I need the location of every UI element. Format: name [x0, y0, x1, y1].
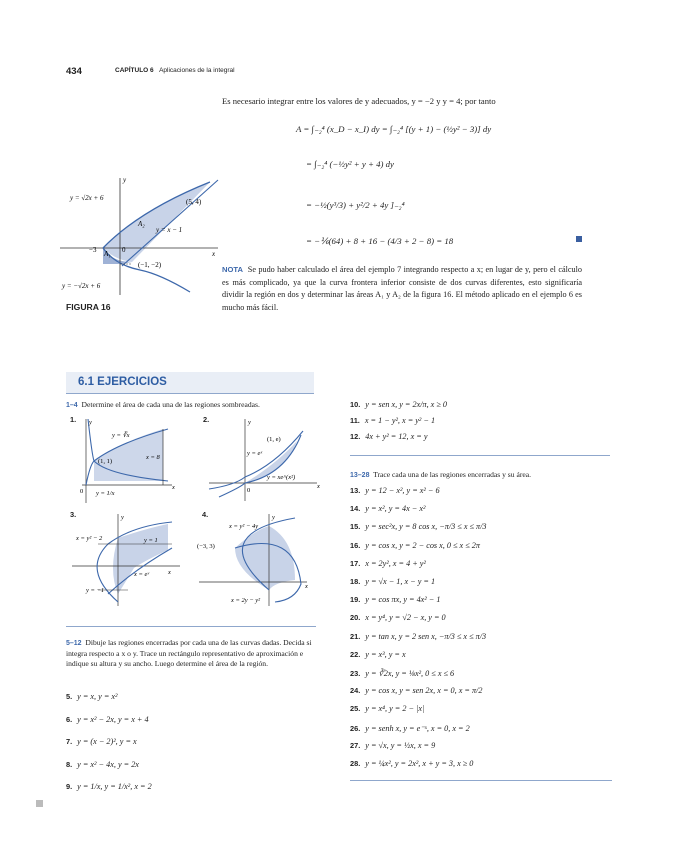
exercise-number: 13. — [350, 486, 361, 495]
graph2-label-y: y — [248, 419, 251, 426]
exercise-graph-1 — [68, 415, 188, 505]
exercise-number: 17. — [350, 558, 361, 568]
exercise-text: y = sen x, y = 2x/π, x ≥ 0 — [365, 400, 447, 409]
exercise-item — [350, 613, 446, 622]
exercise-number: 25. — [350, 704, 361, 714]
equation-4: = −⅙(64) + 8 + 16 − (4/3 + 2 − 8) = 18 — [306, 236, 454, 246]
chapter-title: Aplicaciones de la integral — [159, 67, 235, 74]
exercise-graph-2 — [205, 415, 325, 505]
exercise-item — [350, 522, 487, 531]
chapter-header — [115, 67, 235, 74]
exercise-number: 10. — [350, 400, 361, 409]
figure16-label-lower: y = −√2x + 6 — [62, 282, 101, 290]
exercise-number: 15. — [350, 522, 361, 532]
equation-2: = ∫₋₂⁴ (−½y² + y + 4) dy — [306, 159, 394, 169]
exercise-text: y = √x − 1, x − y = 1 — [365, 577, 436, 586]
exercise-item — [350, 432, 428, 441]
exercise-item — [66, 737, 137, 746]
graph3-label-parabola: x = y² − 2 — [76, 535, 103, 542]
exercise-item — [350, 704, 424, 713]
graph2-label-zero: 0 — [247, 487, 251, 494]
exercise-item — [66, 760, 139, 769]
figure16-label-a2: A₂ — [138, 220, 145, 228]
graph4-label-y: y — [272, 514, 275, 521]
exercise-text: x = 1 − y², x = y² − 1 — [364, 416, 436, 425]
exercise-text: x = y⁴, y = √2 − x, y = 0 — [365, 613, 446, 623]
figure16-label-neg3: −3 — [89, 246, 97, 254]
exercise-item — [350, 416, 435, 425]
exercise-number: 27. — [350, 740, 361, 750]
exercise-item — [350, 741, 435, 750]
exercise-item — [350, 686, 482, 695]
graph1-label-y: y — [89, 419, 92, 426]
exercise-text: y = x², y = 4x − x² — [365, 504, 426, 514]
exercise-number: 11. — [350, 416, 360, 425]
graph3-number: 3. — [70, 510, 77, 519]
exercise-text: y = tan x, y = 2 sen x, −π/3 ≤ x ≤ π/3 — [365, 631, 487, 641]
graph4-number: 4. — [202, 510, 209, 519]
end-of-solution-marker — [576, 236, 582, 242]
instructions-13-28 — [350, 470, 612, 481]
divider-right-bottom — [350, 780, 612, 781]
exercise-number: 8. — [66, 759, 73, 769]
instructions-5-12 — [66, 638, 314, 670]
exercise-number: 7. — [66, 737, 73, 746]
exercise-text: y = 1/x, y = 1/x², x = 2 — [77, 782, 152, 791]
exercise-number: 14. — [350, 504, 361, 514]
exercise-number: 28. — [350, 759, 361, 768]
exercise-item — [66, 692, 118, 701]
nota-label: NOTA — [222, 265, 243, 274]
graph4-label-2ymy2: x = 2y − y² — [231, 597, 261, 604]
exercise-number: 19. — [350, 595, 361, 605]
exercise-text: y = cos x, y = sen 2x, x = 0, x = π/2 — [365, 686, 483, 696]
exercise-item — [350, 595, 440, 604]
exercise-number: 12. — [350, 432, 361, 441]
exercise-number: 20. — [350, 613, 361, 623]
instructions-1-4-text: Determine el área de cada una de las regiones sombreadas. — [81, 400, 260, 409]
graph1-label-1x: y = 1/x — [96, 490, 115, 497]
figure16-label-upper: y = √2x + 6 — [70, 194, 104, 202]
instructions-13-28-range: 13–28 — [350, 472, 370, 479]
nota-text: Se pudo haber calculado el área del ejemplo 7 integrando respecto a x; en lugar de y, pero el cálculo es más complicado, ya que la curva frontera inferior consiste de dos curvas diferentes, esto significaría dividir la región en dos y determinar las áreas A₁ y A₂ de la figura 16. El método aplicado en el ejemplo 6 es mucho más fácil. — [222, 265, 582, 312]
graph2-label-exp: y = eˣ — [247, 450, 263, 457]
graph1-label-point: (1, 1) — [98, 458, 113, 465]
equation-1: A = ∫₋₂⁴ (x_D − x_I) dy = ∫₋₂⁴ [(y + 1) − (½y² − 3)] dy — [296, 124, 492, 134]
exercise-item — [350, 559, 426, 568]
exercise-number: 5. — [66, 692, 73, 701]
section-title: 6.1 EJERCICIOS — [78, 376, 167, 388]
instructions-5-12-text: Dibuje las regiones encerradas por cada una de las curvas dadas. Decida si integra respecto a x o y. Trace un rectángulo representativo de aproximación e indique su altura y su ancho. Luego determine el área de la región. — [66, 638, 312, 669]
exercise-text: y = ¼x², y = 2x², x + y = 3, x ≥ 0 — [365, 759, 474, 768]
exercise-number: 23. — [350, 669, 361, 678]
exercise-number: 16. — [350, 540, 361, 550]
exercise-text: y = cos x, y = 2 − cos x, 0 ≤ x ≤ 2π — [365, 540, 480, 550]
graph4-label-point: (−3, 3) — [197, 543, 215, 550]
exercise-text: y = (x − 2)², y = x — [77, 737, 137, 746]
exercise-item — [66, 715, 149, 724]
graph3-region — [113, 524, 168, 594]
figure16-label-x: x — [212, 250, 216, 258]
figure16-label-line: y = x − 1 — [156, 226, 183, 234]
instructions-1-4-range: 1–4 — [66, 402, 78, 409]
exercise-text: y = ∛2x, y = ⅛x², 0 ≤ x ≤ 6 — [365, 669, 455, 678]
figure16-caption: FIGURA 16 — [66, 302, 111, 312]
graph3-label-y1: y = 1 — [144, 537, 158, 544]
instructions-13-28-text: Trace cada una de las regiones encerradas y su área. — [373, 470, 531, 479]
graph2-label-x: x — [317, 483, 320, 490]
exercise-number: 9. — [66, 782, 73, 791]
intro-text: Es necesario integrar entre los valores de y adecuados, y = −2 y y = 4; por tanto — [222, 96, 496, 106]
page-number: 434 — [66, 66, 82, 77]
graph3-label-x: x — [168, 569, 171, 576]
graph2-label-xex2: y = xe^(x²) — [267, 474, 296, 481]
figure16-label-zero: 0 — [122, 246, 126, 254]
graph4-label-x: x — [305, 583, 308, 590]
exercise-text: x = 2y², x = 4 + y² — [365, 558, 426, 568]
figure16-label-a1: A₁ — [104, 250, 111, 258]
exercise-graph-3 — [68, 510, 188, 610]
exercise-item — [350, 400, 447, 409]
graph1-number: 1. — [70, 415, 77, 424]
exercise-text: y = x² − 4x, y = 2x — [77, 759, 139, 769]
exercise-text: y = 12 − x², y = x² − 6 — [365, 486, 440, 495]
exercise-number: 22. — [350, 649, 361, 659]
exercise-text: y = √x, y = ½x, x = 9 — [365, 740, 436, 750]
figure16-label-y: y — [123, 176, 127, 184]
exercise-item — [350, 759, 473, 768]
exercise-text: y = senh x, y = e⁻ˣ, x = 0, x = 2 — [365, 723, 470, 733]
graph2-number: 2. — [203, 415, 210, 424]
exercise-number: 26. — [350, 723, 361, 733]
graph4-label-y2m4y: x = y² − 4y — [229, 523, 259, 530]
exercise-text: y = cos πx, y = 4x² − 1 — [365, 595, 441, 605]
figure16-region-a2 — [103, 182, 210, 262]
exercise-item — [350, 632, 486, 641]
graph2-label-point: (1, e) — [267, 436, 281, 443]
graph1-label-cbrt: y = ∛x — [112, 432, 130, 439]
figure16-label-point-bottom: (−1, −2) — [138, 261, 162, 269]
exercise-item — [350, 504, 425, 513]
exercise-number: 24. — [350, 686, 361, 696]
instructions-1-4 — [66, 400, 316, 411]
exercise-item — [350, 668, 454, 678]
exercise-text: y = sec²x, y = 8 cos x, −π/3 ≤ x ≤ π/3 — [365, 522, 487, 532]
instructions-5-12-range: 5–12 — [66, 640, 82, 647]
divider-left — [66, 626, 316, 627]
graph3-label-exp: x = eʸ — [134, 571, 150, 578]
graph3-label-y: y — [121, 514, 124, 521]
exercise-number: 21. — [350, 631, 361, 641]
exercise-number: 6. — [66, 714, 73, 724]
page-corner-marker — [36, 800, 43, 807]
exercise-text: y = x³, y = x — [365, 649, 406, 659]
graph1-label-zero: 0 — [80, 488, 84, 495]
exercise-text: y = x⁴, y = 2 − |x| — [365, 704, 425, 714]
exercise-text: y = x² − 2x, y = x + 4 — [77, 714, 149, 724]
exercise-item — [66, 782, 152, 791]
exercise-item — [350, 650, 406, 659]
exercise-item — [350, 486, 440, 495]
chapter-label: CAPÍTULO 6 — [115, 67, 154, 74]
exercise-text: 4x + y² = 12, x = y — [365, 432, 428, 441]
graph1-label-x8: x = 8 — [146, 454, 160, 461]
graph2-curve-xex2 — [219, 435, 301, 497]
exercise-item — [350, 541, 480, 550]
nota-paragraph — [222, 264, 582, 314]
graph3-label-ym1: y = −1 — [86, 587, 105, 594]
divider-right — [350, 455, 610, 456]
exercise-number: 18. — [350, 577, 361, 586]
figure-16 — [60, 170, 220, 300]
figure16-label-point-top: (5, 4) — [186, 198, 202, 206]
exercise-item — [350, 723, 470, 733]
equation-3: = −½(y³/3) + y²/2 + 4y ]₋₂⁴ — [306, 200, 405, 210]
graph1-label-x: x — [172, 484, 175, 491]
exercise-text: y = x, y = x² — [77, 692, 118, 701]
exercise-item — [350, 577, 435, 586]
exercise-graph-4 — [195, 510, 320, 610]
